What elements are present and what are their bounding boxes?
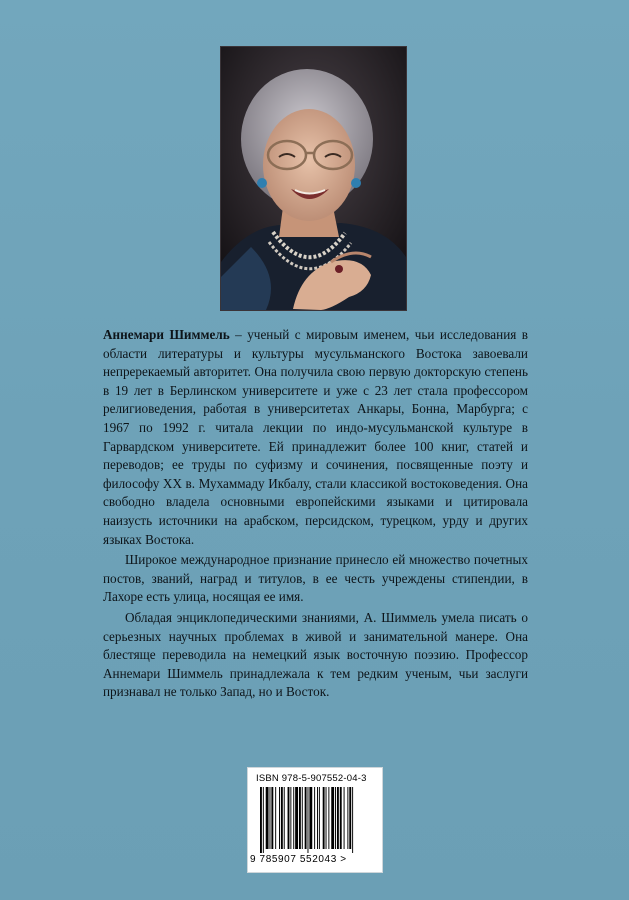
barcode-bar xyxy=(260,787,262,853)
author-biography xyxy=(103,326,528,702)
barcode-digits: 9 785907 552043 > xyxy=(250,854,347,865)
barcode-bar xyxy=(284,787,285,849)
barcode-bar xyxy=(266,787,269,849)
author-portrait-photo xyxy=(220,46,407,311)
bio-paragraph-3: Обладая энциклопедическими знаниями, А. Шиммель умела писать о серьезных научных проблемах в живой и занимательной манере. Она блестяще переводила на немецкий язык восточную поэзию. Профессор Аннемари Шиммель принадлежала к тем редким ученым, чьи заслуги признавал не только Запад, но и Восток. xyxy=(103,609,528,700)
barcode-bar xyxy=(352,787,353,853)
barcode-bar xyxy=(340,787,342,849)
barcode-bar xyxy=(302,787,303,849)
barcode-bar xyxy=(309,787,312,849)
barcode-bar xyxy=(270,787,271,849)
barcode-bar xyxy=(314,787,315,849)
bio-paragraph-2: Широкое международное признание принесло ей множество почетных постов, званий, наград и титулов, в ее честь учреждены стипендии, в Лахоре есть улица, носящая ее имя. xyxy=(103,552,528,605)
barcode-bar xyxy=(293,787,294,849)
barcode-bar xyxy=(337,787,339,849)
barcode-bars xyxy=(260,787,372,853)
barcode-bar xyxy=(344,787,345,849)
barcode-bar xyxy=(288,787,290,849)
bio-paragraph-1-text: – ученый с мировым именем, чьи исследования в области литературы и культуры мусульманского Востока завоевали непререкаемый авторитет. Она получила свою первую докторскую степень в 19 лет в Берлинском университете и уже с 23 лет стала профессором религиоведения, работая в университетах Анкары, Бонна, Марбурга; с 1967 по 1992 г. читала лекции по индо-мусульманской культуре в Гарвардском университете. Ей принадлежит более 100 книг, статей и переводов; ее труды по суфизму и сочинения, посвященные поэту и философу XX в. Мухаммаду Икбалу, стали классикой востоковедения. Она свободно владела основными европейскими языками и цитировала наизусть источники на арабском, персидском, турецком, урду и других языках Востока. xyxy=(103,327,528,547)
barcode-bar xyxy=(279,787,280,849)
isbn-label: ISBN 978-5-907552-04-3 xyxy=(256,773,367,784)
barcode-bar xyxy=(326,787,327,849)
barcode-bar xyxy=(328,787,329,849)
barcode-bar xyxy=(349,787,351,849)
barcode-bar xyxy=(335,787,336,849)
bio-paragraph-1 xyxy=(103,326,528,549)
barcode-bar xyxy=(308,787,309,853)
barcode-bar xyxy=(331,787,334,849)
barcode-bar xyxy=(319,787,320,849)
isbn-barcode xyxy=(247,767,383,873)
barcode-bar xyxy=(263,787,264,853)
barcode-bar xyxy=(290,787,291,849)
barcode-bar xyxy=(323,787,325,849)
barcode-bar xyxy=(305,787,307,849)
barcode-bar xyxy=(281,787,283,849)
author-name: Аннемари Шиммель xyxy=(103,327,230,342)
barcode-bar xyxy=(295,787,298,849)
barcode-bar xyxy=(271,787,273,849)
barcode-bar xyxy=(347,787,348,849)
barcode-bar xyxy=(317,787,318,849)
barcode-bar xyxy=(299,787,301,849)
barcode-bar xyxy=(275,787,276,849)
